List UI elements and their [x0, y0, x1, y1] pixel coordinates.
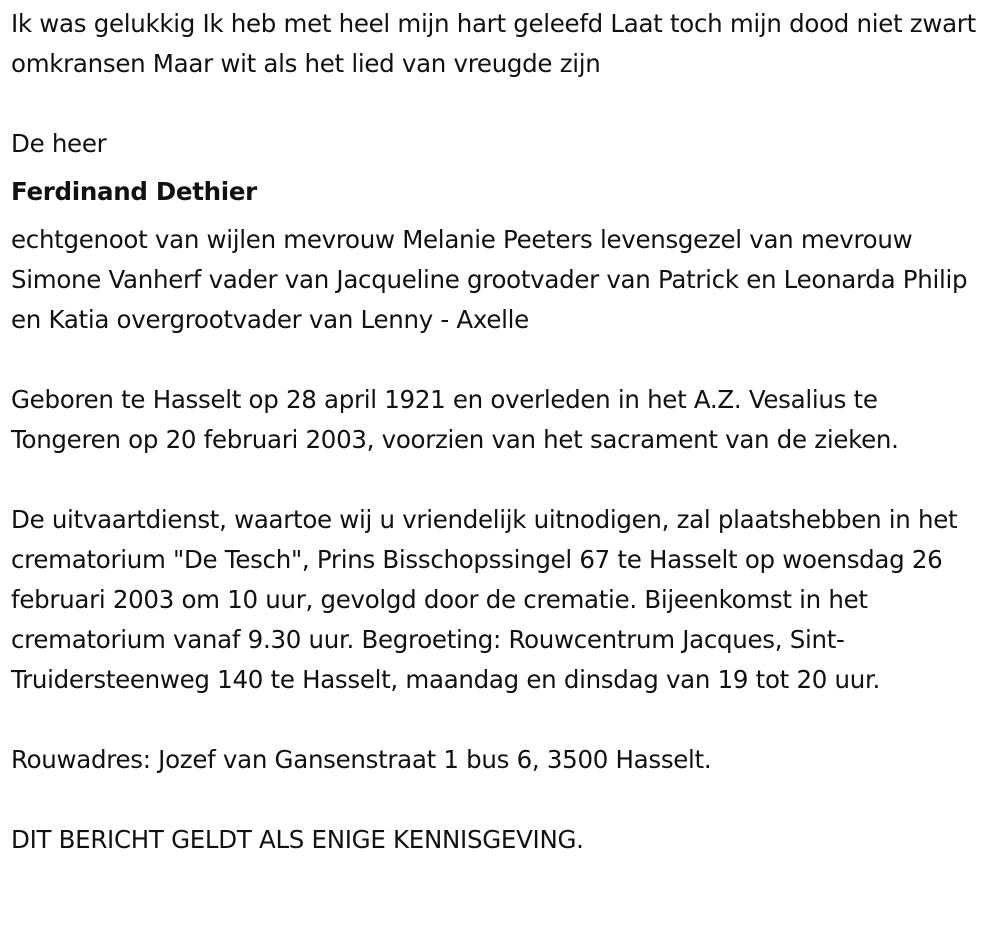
obituary-notice: [11, 4, 986, 860]
mourning-address: Rouwadres: Jozef van Gansenstraat 1 bus 6, 3500 Hasselt.: [11, 745, 712, 774]
spacer: [11, 84, 986, 124]
spacer: [11, 780, 986, 820]
funeral-service-info: De uitvaartdienst, waartoe wij u vriendelijk uitnodigen, zal plaatshebben in het crematorium "De Tesch", Prins Bisschopssingel 67 te Hasselt op woensdag 26 februari 2003 om 10 uur, gevolgd door de crematie. Bijeenkomst in het crematorium vanaf 9.30 uur. Begroeting: Rouwcentrum Jacques, Sint-Truidersteenweg 140 te Hasselt, maandag en dinsdag van 19 tot 20 uur.: [11, 505, 958, 694]
family-relations: echtgenoot van wijlen mevrouw Melanie Peeters levensgezel van mevrouw Simone Vanherf vader van Jacqueline grootvader van Patrick en Leonarda Philip en Katia overgrootvader van Lenny - Axelle: [11, 225, 968, 334]
spacer: [11, 340, 986, 380]
spacer: [11, 700, 986, 740]
honorific: De heer: [11, 129, 107, 158]
notice-statement: DIT BERICHT GELDT ALS ENIGE KENNISGEVING.: [11, 825, 584, 854]
birth-death-info: Geboren te Hasselt op 28 april 1921 en overleden in het A.Z. Vesalius te Tongeren op 20 februari 2003, voorzien van het sacrament van de zieken.: [11, 385, 899, 454]
spacer: [11, 460, 986, 500]
deceased-name: Ferdinand Dethier: [11, 177, 257, 206]
opening-motto: Ik was gelukkig Ik heb met heel mijn hart geleefd Laat toch mijn dood niet zwart omkransen Maar wit als het lied van vreugde zijn: [11, 9, 976, 78]
spacer: [11, 164, 986, 172]
spacer: [11, 212, 986, 220]
